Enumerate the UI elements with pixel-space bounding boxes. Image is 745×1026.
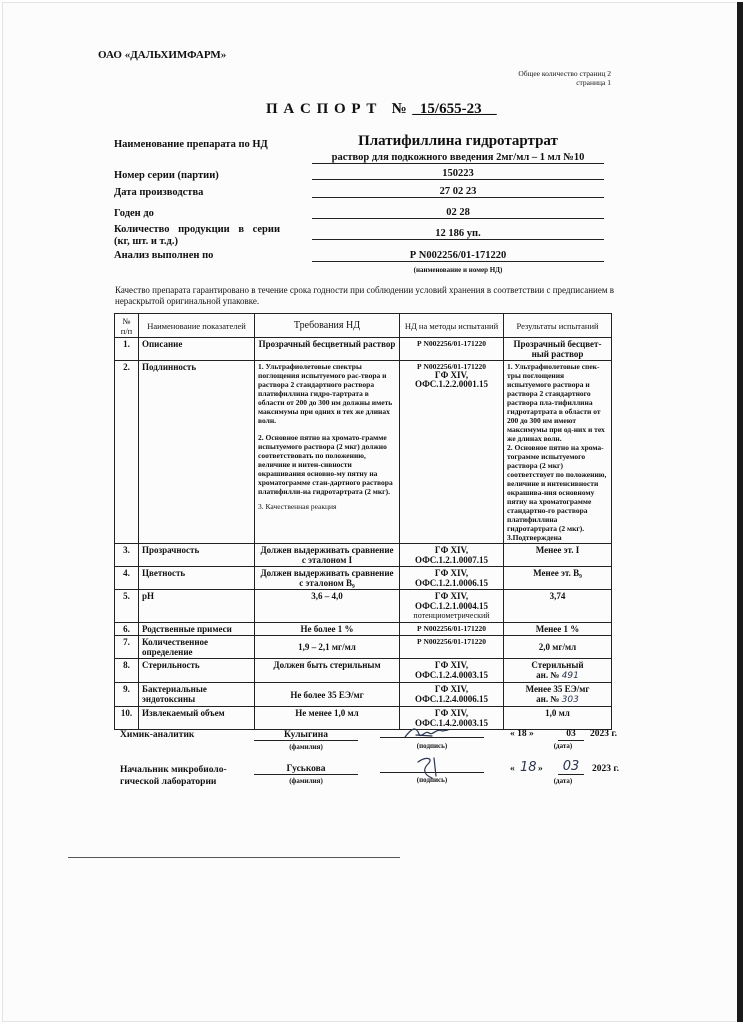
head-date-close: » — [538, 764, 543, 774]
head-date-day-handwritten: 18 — [520, 760, 537, 775]
result-uv: 1. Ультрафиолетовые спек-тры поглощения испытуемого раствора и раствора 2 стандартного раствора пла-тифиллина гидротартрата в области от 200 до 300 нм имеют максимумы при од-них и тех же длинах волн. — [507, 362, 605, 443]
footer-divider — [68, 857, 400, 858]
row-requirement: Должен выдерживать сравнение с эталоном B₉ — [255, 567, 400, 590]
chemist-signature-caption: (подпись) — [416, 742, 448, 750]
row-method — [400, 590, 504, 623]
head-date-year: 2023 г. — [592, 764, 619, 774]
row-requirement: Должен быть стерильным — [255, 659, 400, 683]
table-row — [115, 636, 612, 659]
row-method — [400, 683, 504, 707]
method-line: ГФ XIV, — [434, 545, 469, 555]
table-row — [115, 707, 612, 730]
row-result: 1,0 мл — [504, 707, 612, 730]
row-requirement: Не более 35 ЕЭ/мг — [255, 683, 400, 707]
header-method: НД на методы испытаний — [400, 314, 504, 338]
method-line: ГФ XIV, — [434, 660, 469, 670]
company-name: ОАО «ДАЛЬХИМФАРМ» — [98, 49, 227, 61]
table-row — [115, 338, 612, 361]
series-value: 150223 — [312, 168, 604, 180]
row-name: Цветность — [139, 567, 255, 590]
quality-note: Качество препарата гарантировано в течение срока годности при соблюдении условий хранения в соответствии с предписанием в нераскрытой оригинальной упаковке. — [115, 285, 615, 306]
row-method: Р N002256/01-171220 — [400, 338, 504, 361]
table-header-row — [115, 314, 612, 338]
method-line: ОФС.1.2.4.0003.15 — [414, 670, 489, 680]
row-name: Извлекаемый объем — [139, 707, 255, 730]
quantity-unit-label: (кг, шт. и т.д.) — [114, 236, 178, 247]
row-num: 9. — [115, 683, 139, 707]
method-line: ОФС.1.2.1.0004.15 — [414, 601, 489, 611]
production-date-value: 27 02 23 — [312, 186, 604, 198]
requirement-tlc: 2. Основное пятно на хромато-грамме испытуемого раствора (2 мкг) должно соответствовать по положению, величине и интен-сивности окрашивания основно-му пятну на хроматограмме стан-дартного раствора платифилли-на гидротартрата (2 мкг). — [258, 433, 393, 496]
row-num: 1. — [115, 338, 139, 361]
drug-name-value: Платифиллина гидротартрат — [358, 133, 558, 149]
head-role-line1: Начальник микробиоло- — [120, 765, 227, 775]
row-name: Стерильность — [139, 659, 255, 683]
result-tlc: 2. Основное пятно на хрома-тограмме испытуемого раствора (2 мкг) соответствует по положению, величине и интенсивности окрашива-ния основному пятну на хроматограмме стандартно-го раствора платифиллина гидротартрата (2 мкг). — [507, 443, 607, 533]
row-num: 4. — [115, 567, 139, 590]
row-result: 2,0 мг/мл — [504, 636, 612, 659]
production-date-label: Дата производства — [114, 187, 204, 198]
row-method: Р N002256/01-171220 — [400, 636, 504, 659]
row-method: Р N002256/01-171220 — [400, 623, 504, 636]
method-line: ОФС.1.2.2.0001.15 — [414, 379, 489, 389]
row-num: 10. — [115, 707, 139, 730]
row-method — [400, 659, 504, 683]
table-row — [115, 683, 612, 707]
chemist-name: Кулыгина — [254, 730, 358, 741]
quantity-value: 12 186 уп. — [312, 228, 604, 240]
result-line — [507, 670, 608, 681]
expiry-label: Годен до — [114, 208, 154, 219]
method-line: ГФ XIV, — [434, 684, 469, 694]
row-name: Бактериальные эндотоксины — [139, 683, 255, 707]
method-line: ГФ XIV, — [434, 568, 469, 578]
head-signature-caption: (подпись) — [416, 776, 448, 784]
result-line: Менее 35 ЕЭ/мг — [525, 684, 590, 694]
row-method — [400, 567, 504, 590]
table-row — [115, 567, 612, 590]
method-line: потенциометрический — [413, 611, 490, 620]
chemist-role: Химик-аналитик — [120, 730, 195, 740]
method-line: ОФС.1.2.1.0007.15 — [414, 555, 489, 565]
method-line: ОФС.1.4.2.0003.15 — [414, 718, 489, 728]
current-page: страница 1 — [576, 78, 611, 87]
method-line: ОФС.1.2.4.0006.15 — [414, 694, 489, 704]
table-row — [115, 659, 612, 683]
row-requirement: Прозрачный бесцветный раствор — [255, 338, 400, 361]
drug-name-label: Наименование препарата по НД — [114, 139, 268, 150]
analysis-hint: (наименование и номер НД) — [413, 266, 503, 274]
analysis-label: Анализ выполнен по — [114, 250, 214, 261]
header-indicator: Наименование показателей — [139, 314, 255, 338]
title-prefix: П А С П О Р Т № — [266, 101, 413, 117]
row-name: pH — [139, 590, 255, 623]
chemist-date-caption: (дата) — [553, 742, 573, 750]
scan-edge — [737, 2, 743, 1022]
table-row — [115, 361, 612, 544]
row-name: Описание — [139, 338, 255, 361]
row-result — [504, 659, 612, 683]
row-method — [400, 544, 504, 567]
requirement-uv: 1. Ультрафиолетовые спектры поглощения испытуемого рас-твора и раствора 2 стандартного раствора платифиллина гидро-тартрата в области от 200 до 300 нм должны иметь максимумы при одних и тех же длинах волн. — [258, 362, 393, 425]
requirement-reaction: 3. Качественная реакция — [258, 502, 337, 511]
expiry-value: 02 28 — [312, 207, 604, 219]
row-name: Подлинность — [139, 361, 255, 544]
passport-document — [2, 2, 743, 1022]
row-num: 6. — [115, 623, 139, 636]
series-label: Номер серии (партии) — [114, 170, 219, 181]
method-line: ГФ XIV, — [434, 708, 469, 718]
result-line: Стерильный — [531, 660, 584, 670]
page-info — [518, 69, 611, 87]
row-num: 3. — [115, 544, 139, 567]
test-results-table — [114, 313, 612, 730]
chemist-name-caption: (фамилия) — [289, 743, 323, 751]
row-num: 5. — [115, 590, 139, 623]
row-result: Прозрачный бесцвет-ный раствор — [504, 338, 612, 361]
chemist-date-month: 03 — [558, 729, 584, 741]
row-requirement — [255, 361, 400, 544]
row-num: 2. — [115, 361, 139, 544]
row-result: Менее эт. I — [504, 544, 612, 567]
total-pages: Общее количество страниц 2 — [518, 69, 611, 78]
head-name-caption: (фамилия) — [289, 777, 323, 785]
chemist-date-day: « 18 » — [510, 729, 534, 739]
passport-number: _15/655-23__ — [412, 101, 497, 117]
document-title — [266, 101, 497, 118]
chemist-date-year: 2023 г. — [590, 729, 617, 739]
row-name: Родственные примеси — [139, 623, 255, 636]
head-role-line2: гической лаборатории — [120, 777, 217, 787]
row-result: 3,74 — [504, 590, 612, 623]
header-result: Результаты испытаний — [504, 314, 612, 338]
analysis-no-label: ан. № — [536, 670, 560, 680]
result-reaction: 3.Подтверждена — [507, 533, 562, 542]
result-line — [507, 694, 608, 705]
row-method — [400, 361, 504, 544]
row-name: Прозрачность — [139, 544, 255, 567]
row-num: 7. — [115, 636, 139, 659]
quantity-label: Количество продукции в серии — [114, 224, 280, 235]
analysis-no-label: ан. № — [536, 694, 560, 704]
method-line: ОФС.1.2.1.0006.15 — [414, 578, 489, 588]
row-result — [504, 361, 612, 544]
row-requirement: 3,6 – 4,0 — [255, 590, 400, 623]
dosage-form-value: раствор для подкожного введения 2мг/мл – 1 мл №10 — [312, 152, 604, 164]
method-line: ГФ XIV, — [434, 370, 469, 380]
header-requirement: Требования НД — [255, 314, 400, 338]
table-row — [115, 544, 612, 567]
method-line: ГФ XIV, — [434, 591, 469, 601]
head-date-open: « — [510, 764, 515, 774]
row-requirement: Должен выдерживать сравнение с эталоном I — [255, 544, 400, 567]
row-requirement: 1,9 – 2,1 мг/мл — [255, 636, 400, 659]
chemist-signature — [402, 722, 452, 744]
analysis-value: Р N002256/01-171220 — [312, 250, 604, 262]
table-row — [115, 590, 612, 623]
row-result: Менее 1 % — [504, 623, 612, 636]
analysis-no-handwritten: 303 — [561, 695, 579, 705]
row-result — [504, 683, 612, 707]
row-num: 8. — [115, 659, 139, 683]
head-name: Гуськова — [254, 764, 358, 775]
table-row — [115, 623, 612, 636]
method-line: Р N002256/01-171220 — [417, 362, 486, 371]
row-result: Менее эт. B₉ — [504, 567, 612, 590]
row-requirement: Не менее 1,0 мл — [255, 707, 400, 730]
row-requirement: Не более 1 % — [255, 623, 400, 636]
analysis-no-handwritten: 491 — [561, 671, 579, 681]
row-name: Количественное определение — [139, 636, 255, 659]
header-num: № п/п — [115, 314, 139, 338]
head-date-caption: (дата) — [553, 777, 573, 785]
head-date-month-handwritten: 03 — [558, 759, 584, 775]
